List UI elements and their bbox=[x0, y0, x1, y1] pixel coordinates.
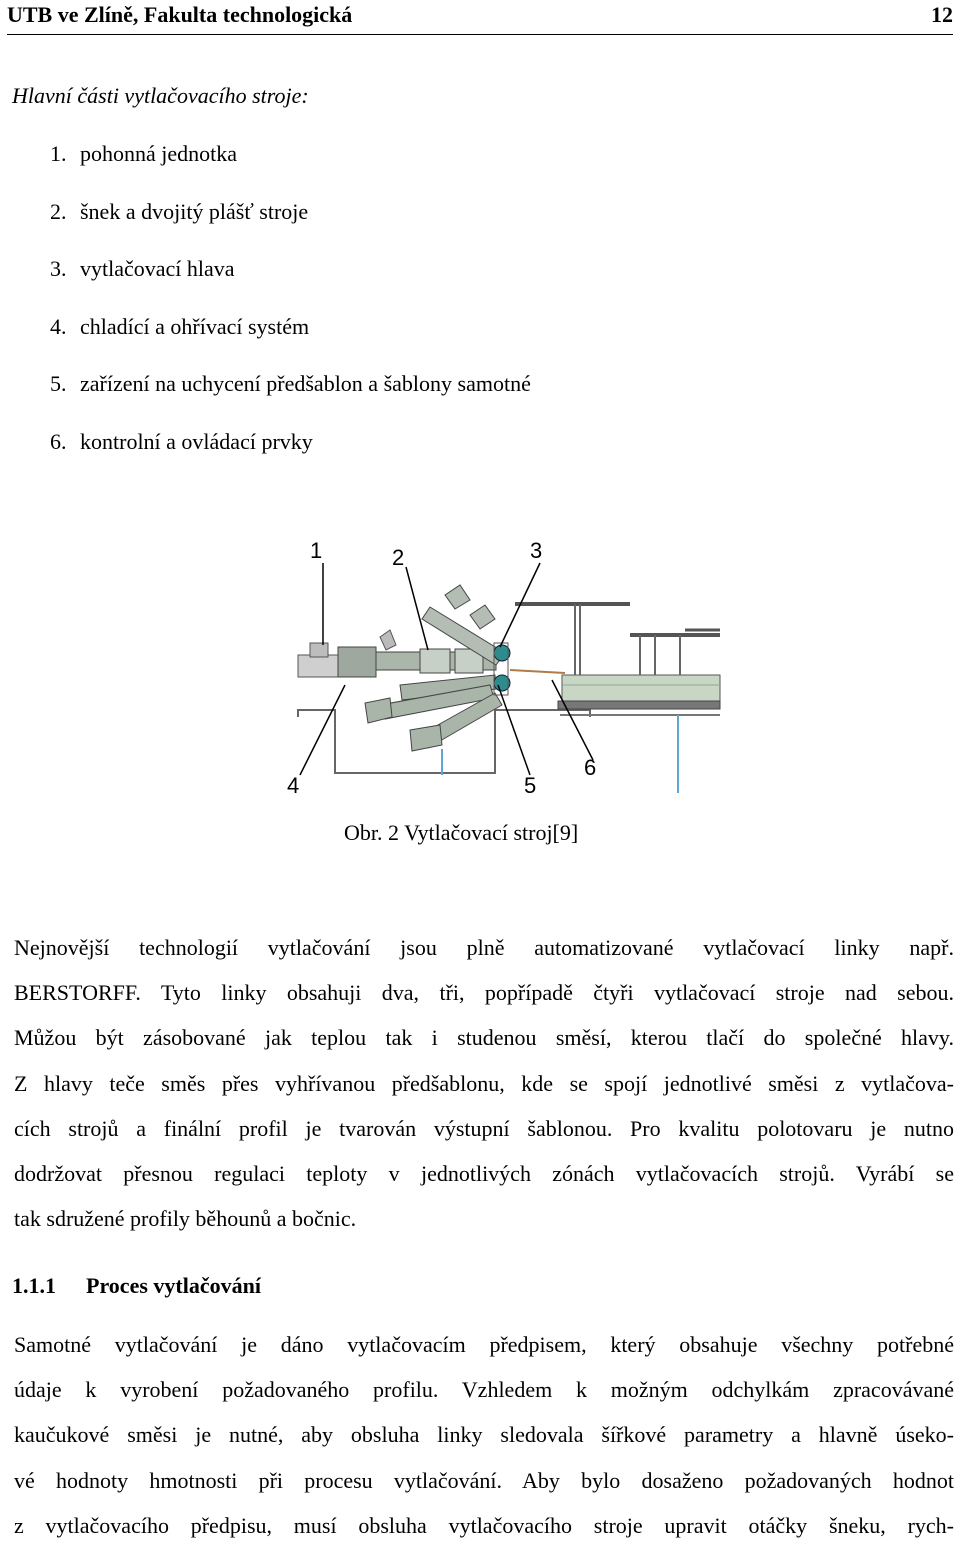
section-heading bbox=[12, 1273, 261, 1299]
page-number: 12 bbox=[931, 2, 953, 27]
list-item: 4. chladící a ohřívací systém bbox=[50, 313, 310, 339]
figure-label-3: 3 bbox=[530, 538, 543, 563]
text-line: údaje k vyrobení požadovaného profilu. Vzhledem k možným odchylkám zpracovávané bbox=[14, 1377, 954, 1403]
parts-heading: Hlavní části vytlačovacího stroje: bbox=[12, 83, 309, 108]
list-item: 5. zařízení na uchycení předšablon a šablony samotné bbox=[50, 371, 531, 396]
text-line: Samotné vytlačování je dáno vytlačovacím předpisem, který obsahuje všechny potřebné bbox=[14, 1332, 954, 1357]
list-item: 3. vytlačovací hlava bbox=[50, 256, 235, 281]
text-line: z vytlačovacího předpisu, musí obsluha vytlačovacího stroje upravit otáčky šneku, rych- bbox=[14, 1512, 954, 1538]
extruder-figure bbox=[287, 535, 722, 800]
figure-label-6: 6 bbox=[584, 755, 597, 780]
text-line: vé hodnoty hmotnosti při procesu vytlačování. Aby bylo dosaženo požadovaných hodnot bbox=[14, 1467, 954, 1493]
paragraph-1 bbox=[14, 925, 954, 1241]
figure-label-4: 4 bbox=[287, 773, 300, 798]
page-header bbox=[7, 0, 953, 35]
text-line: BERSTORFF. Tyto linky obsahuji dva, tři, popřípadě čtyři vytlačovací stroje nad sebou. bbox=[14, 980, 954, 1006]
figure-caption: Obr. 2 Vytlačovací stroj[9] bbox=[344, 820, 579, 845]
text-line: Můžou být zásobované jak teplou tak i studenou směsí, kterou tlačí do společné hlavy. bbox=[14, 1025, 954, 1051]
figure-label-5: 5 bbox=[524, 773, 537, 798]
parts-list bbox=[50, 140, 531, 485]
paragraph-2 bbox=[14, 1322, 954, 1548]
text-line: tak sdružené profily běhounů a bočnic. bbox=[14, 1206, 357, 1232]
figure-label-2: 2 bbox=[392, 545, 405, 570]
text-line: Z hlavy teče směs přes vyhřívanou předšablonu, kde se spojí jednotlivé směsi z vytlačova- bbox=[14, 1070, 954, 1096]
list-item: 1. pohonná jednotka bbox=[50, 141, 238, 166]
header-title: UTB ve Zlíně, Fakulta technologická bbox=[7, 2, 353, 27]
text-line: dodržovat přesnou regulaci teploty v jednotlivých zónách vytlačovacích strojů. Vyrábí se bbox=[14, 1161, 954, 1187]
extruder-illustration bbox=[290, 535, 722, 800]
list-item: 6. kontrolní a ovládací prvky bbox=[50, 428, 313, 454]
text-line: Nejnovější technologií vytlačování jsou plně automatizované vytlačovací linky např. bbox=[14, 935, 954, 960]
text-line: kaučukové směsi je nutné, aby obsluha linky sledovala šířkové parametry a hlavně úseko- bbox=[14, 1422, 954, 1448]
list-item: 2. šnek a dvojitý plášť stroje bbox=[50, 198, 309, 224]
text-line: cích strojů a finální profil je tvarován výstupní šablonou. Pro kvalitu polotovaru je nutno bbox=[14, 1115, 954, 1141]
section-number: 1.1.1 bbox=[12, 1273, 56, 1298]
section-title: Proces vytlačování bbox=[86, 1273, 261, 1298]
figure-label-1: 1 bbox=[310, 538, 323, 563]
